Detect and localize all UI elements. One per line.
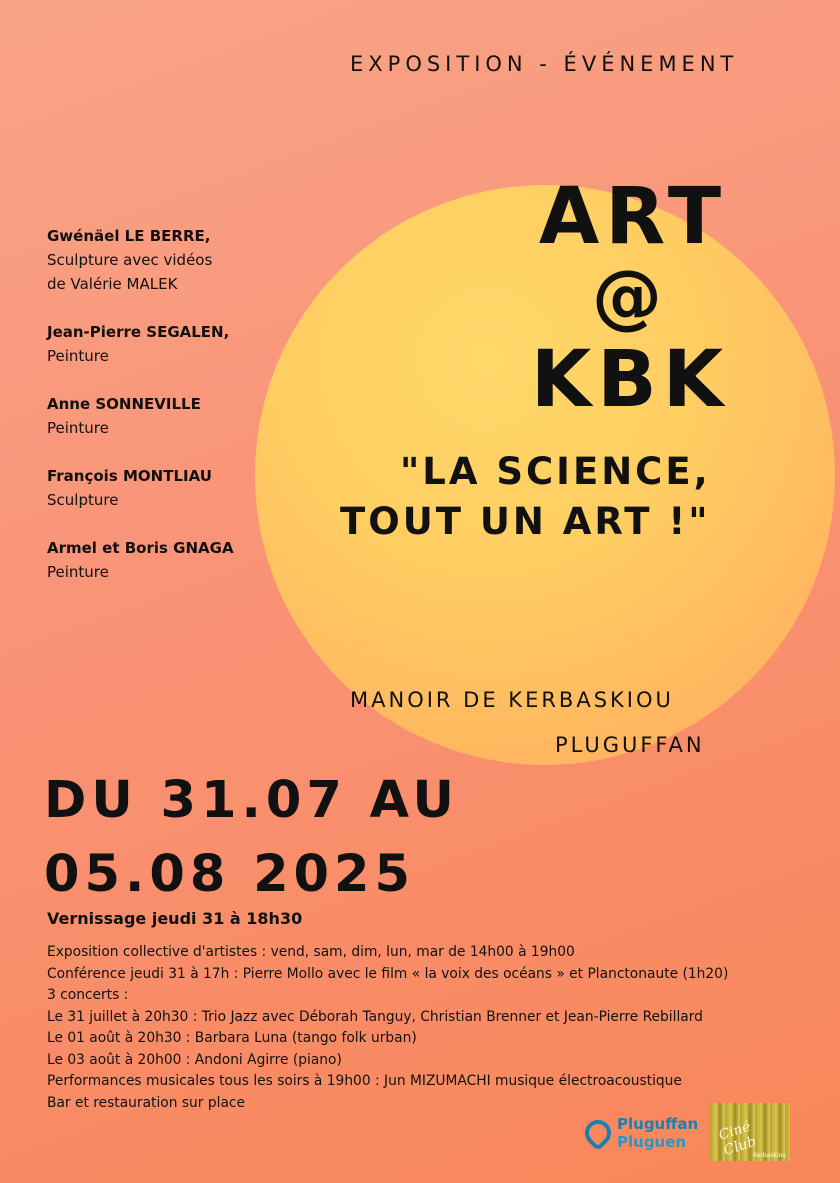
venue-town: PLUGUFFAN [555, 733, 705, 757]
artist-name: Anne SONNEVILLE [47, 395, 201, 413]
header-kicker: EXPOSITION - ÉVÉNEMENT [350, 52, 739, 76]
pluguffan-logo-icon [580, 1115, 617, 1152]
cineclub-logo-text: Ciné Club [716, 1118, 759, 1160]
title-line-3: KBK [530, 335, 730, 425]
program-line: Exposition collective d'artistes : vend, sam, dim, lun, mar de 14h00 à 19h00 [47, 944, 575, 960]
artist-desc: Peinture [47, 563, 109, 581]
program-line: Bar et restauration sur place [47, 1094, 245, 1111]
artist-item [47, 464, 287, 512]
pluguffan-logo [585, 1115, 699, 1153]
artist-desc-2: de Valérie MALEK [47, 275, 178, 293]
artist-list [47, 224, 287, 608]
cineclub-logo [710, 1103, 790, 1161]
artist-name: Jean-Pierre SEGALEN, [47, 323, 230, 341]
pluguffan-logo-text: Pluguffan [617, 1115, 699, 1133]
artist-item [47, 320, 287, 368]
artist-name: Armel et Boris GNAGA [47, 539, 234, 557]
program-list [47, 942, 837, 1114]
artist-desc: Sculpture [47, 491, 119, 509]
artist-item [47, 224, 287, 296]
program-line: Conférence jeudi 31 à 17h : Pierre Mollo avec le film « la voix des océans » et Planctonaute (1h20) [47, 965, 729, 982]
artist-name: Gwénäel LE BERRE, [47, 227, 211, 245]
artist-desc: Peinture [47, 419, 109, 437]
pluguffan-logo-text-2: Pluguen [617, 1133, 687, 1151]
subtitle-line-1: "LA SCIENCE, [400, 450, 711, 493]
dates-line-1: DU 31.07 AU [44, 771, 459, 830]
artist-desc: Peinture [47, 347, 109, 365]
dates-line-2: 05.08 2025 [44, 845, 416, 904]
program-line: Performances musicales tous les soirs à 19h00 : Jun MIZUMACHI musique électroacoustique [47, 1073, 682, 1089]
opening-reception: Vernissage jeudi 31 à 18h30 [47, 909, 303, 928]
title-line-2: @ [592, 255, 668, 337]
artist-item [47, 392, 287, 440]
program-line: Le 01 août à 20h30 : Barbara Luna (tango folk urban) [47, 1030, 417, 1046]
program-line: Le 31 juillet à 20h30 : Trio Jazz avec Déborah Tanguy, Christian Brenner et Jean-Pierre Rebillard [47, 1008, 703, 1025]
program-line: 3 concerts : [47, 987, 129, 1003]
title-line-1: ART [538, 172, 728, 262]
artist-name: François MONTLIAU [47, 467, 212, 485]
cineclub-logo-caption: Kerbaskiou [752, 1152, 786, 1159]
artist-desc: Sculpture avec vidéos [47, 251, 213, 269]
subtitle-line-2: TOUT UN ART !" [340, 500, 711, 543]
artist-item [47, 536, 287, 584]
venue-place: MANOIR DE KERBASKIOU [350, 688, 674, 712]
program-line: Le 03 août à 20h00 : Andoni Agirre (piano) [47, 1051, 342, 1068]
